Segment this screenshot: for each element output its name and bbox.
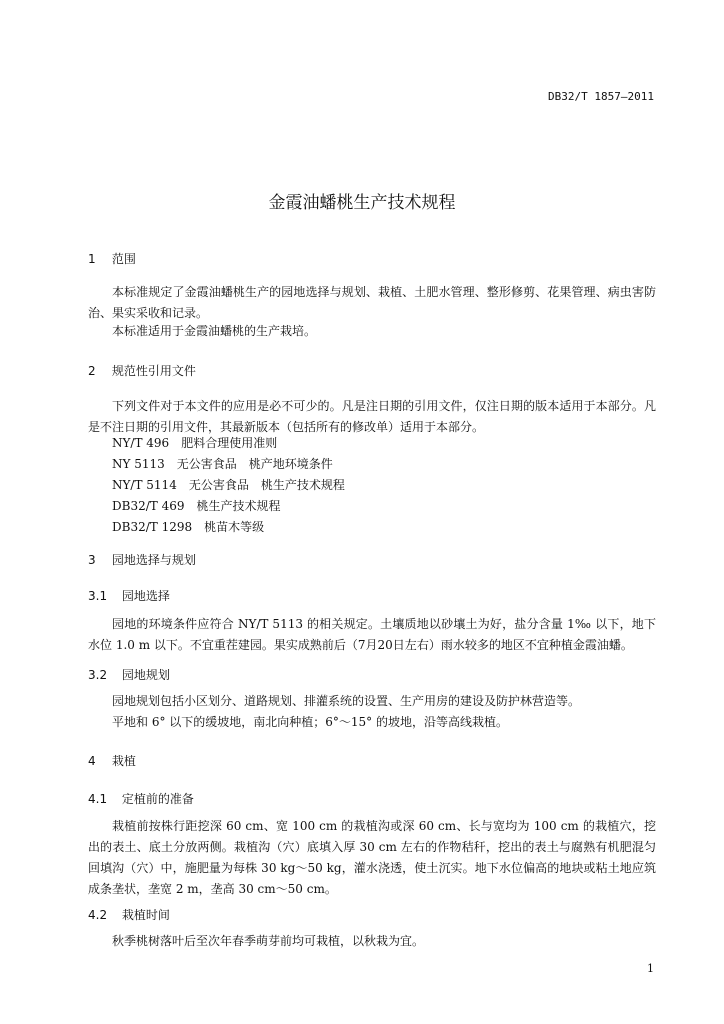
subsection-heading-site-selection (88, 587, 170, 604)
subsection-title: 园地规划 (121, 668, 170, 682)
section-title: 栽植 (111, 754, 136, 768)
paragraph: 园地规划包括小区划分、道路规划、排灌系统的设置、生产用房的建设及防护林营造等。 (112, 694, 581, 708)
subsection-number: 4.2 (88, 908, 108, 922)
subsection-number: 3.1 (88, 589, 108, 603)
subsection-heading-planting-time (88, 906, 170, 923)
section-number: 3 (88, 553, 96, 567)
reference-item: NY/T 496 肥料合理使用准则 (112, 436, 278, 450)
reference-item: DB32/T 1298 桃苗木等级 (112, 520, 265, 534)
section-heading-scope (88, 250, 136, 267)
subsection-title: 定植前的准备 (121, 792, 194, 806)
reference-list (112, 433, 345, 538)
section-number: 1 (88, 252, 96, 266)
paragraph: 平地和 6° 以下的缓坡地，南北向种植；6°～15° 的坡地，沿等高线栽植。 (112, 715, 508, 729)
section-number: 2 (88, 364, 96, 378)
paragraph: 本标准适用于金霞油蟠桃的生产栽培。 (112, 324, 317, 338)
subsection-number: 4.1 (88, 792, 108, 806)
section-heading-site-selection-planning (88, 551, 196, 568)
subsection-heading-pre-planting-preparation (88, 790, 194, 807)
section-title: 范围 (111, 252, 136, 266)
document-code: DB32/T 1857—2011 (548, 90, 654, 103)
section-title: 园地选择与规划 (111, 553, 196, 567)
paragraph: 下列文件对于本文件的应用是必不可少的。凡是注日期的引用文件，仅注日期的版本适用于本部分。凡是不注日期的引用文件，其最新版本（包括所有的修改单）适用于本部分。 (88, 399, 656, 434)
document-title: 金霞油蟠桃生产技术规程 (268, 193, 456, 213)
subsection-heading-site-planning (88, 666, 170, 683)
paragraph: 园地的环境条件应符合 NY/T 5113 的相关规定。土壤质地以砂壤土为好，盐分含量 1‰ 以下，地下水位 1.0 m 以下。不宜重茬建园。果实成熟前后（7月20日左右）雨水较多的地区不宜种植金霞油蟠。 (88, 617, 656, 652)
reference-item: NY/T 5114 无公害食品 桃生产技术规程 (112, 478, 345, 492)
subsection-title: 园地选择 (121, 589, 170, 603)
page-number: 1 (647, 962, 654, 975)
paragraph: 本标准规定了金霞油蟠桃生产的园地选择与规划、栽植、土肥水管理、整形修剪、花果管理、病虫害防治、果实采收和记录。 (88, 285, 656, 320)
subsection-title: 栽植时间 (121, 908, 170, 922)
subsection-number: 3.2 (88, 668, 108, 682)
paragraph: 秋季桃树落叶后至次年春季萌芽前均可栽植，以秋栽为宜。 (112, 934, 425, 948)
section-number: 4 (88, 754, 96, 768)
section-title: 规范性引用文件 (111, 364, 196, 378)
reference-item: NY 5113 无公害食品 桃产地环境条件 (112, 457, 333, 471)
reference-item: DB32/T 469 桃生产技术规程 (112, 499, 281, 513)
paragraph: 栽植前按株行距挖深 60 cm、宽 100 cm 的栽植沟或深 60 cm、长与宽均为 100 cm 的栽植穴，挖出的表土、底土分放两侧。栽植沟（穴）底填入厚 30 cm 左右的作物秸秆，挖出的表土与腐熟有机肥混匀回填沟（穴）中，施肥量为每株 30 kg～50 kg，灌水浇透，使土沉实。地下水位偏高的地块或粘土地应筑成条垄状，垄宽 2 m，垄高 30 cm～50 cm。 (88, 819, 656, 896)
section-heading-normative-references (88, 362, 196, 379)
section-heading-planting (88, 752, 136, 769)
